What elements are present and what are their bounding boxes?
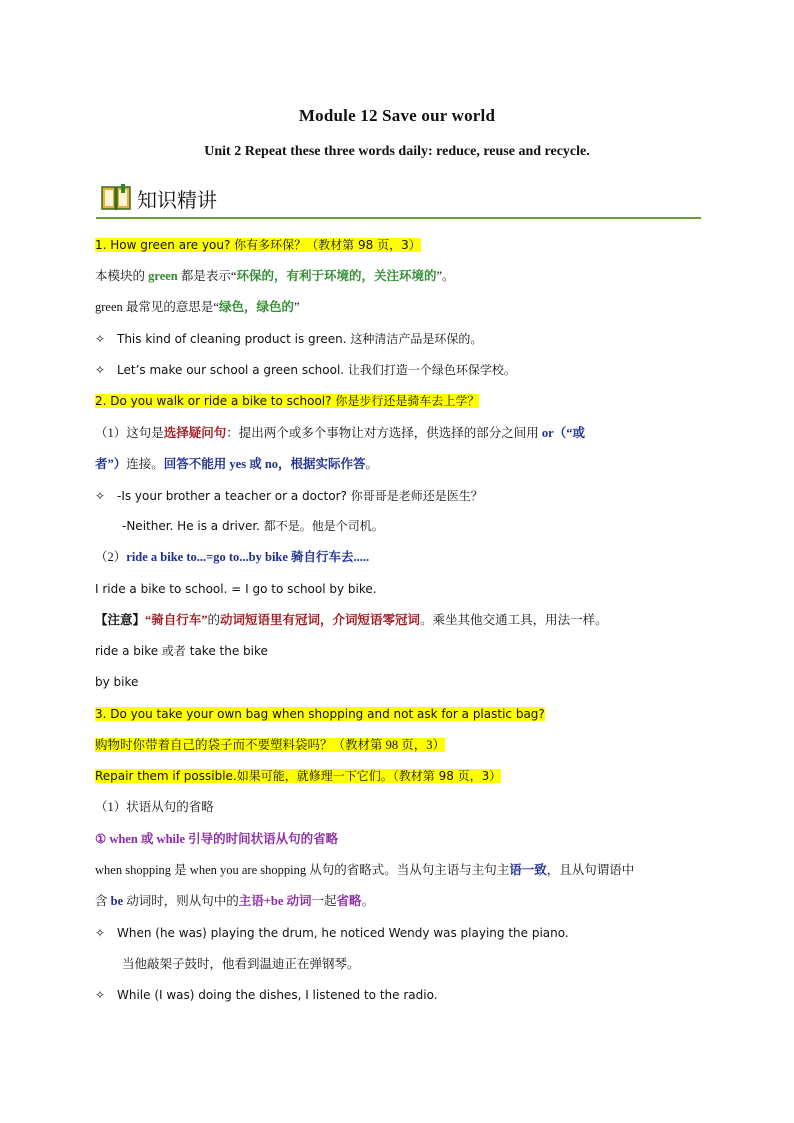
diamond-bullet-icon: ✧: [95, 363, 106, 377]
point-3-repair: Repair them if possible.如果可能，就修理一下它们。（教材第 98 页，3）: [95, 769, 502, 783]
paragraph-omission: when shopping 是 when you are shopping 从句的省略式。当从句主语与主句主语一致，且从句谓语中: [95, 863, 635, 877]
example-item: ✧ When (he was) playing the drum, he noticed Wendy was playing the piano.: [95, 923, 569, 943]
section-divider: [96, 217, 701, 219]
point-3-heading: 3. Do you take your own bag when shopping and not ask for a plastic bag?: [95, 707, 545, 721]
diamond-bullet-icon: ✧: [95, 332, 106, 346]
example-sentence: by bike: [95, 675, 139, 689]
example-sentence: I ride a bike to school. = I go to school by bike.: [95, 582, 377, 596]
subheading-omission: （1）状语从句的省略: [95, 800, 214, 814]
subheading-when-while: ① when 或 while 引导的时间状语从句的省略: [95, 832, 339, 846]
paragraph-choice-question-cont: 者”）连接。回答不能用 yes 或 no，根据实际作答。: [95, 457, 379, 471]
example-item-answer: -Neither. He is a driver. 都不是。他是个司机。: [122, 519, 384, 533]
paragraph-omission-cont: 含 be 动词时，则从句中的主语+be 动词一起省略。: [95, 894, 375, 908]
paragraph-green-meaning: 本模块的 green 都是表示“环保的，有利于环境的，关注环境的”。: [95, 269, 455, 283]
section-label: 知识精讲: [137, 187, 217, 212]
paragraph-green-common: green 最常见的意思是“绿色，绿色的”: [95, 300, 300, 314]
page-subtitle: Unit 2 Repeat these three words daily: reduce, reuse and recycle.: [204, 144, 590, 159]
example-item: ✧ -Is your brother a teacher or a doctor? 你哥哥是老师还是医生？: [95, 486, 483, 506]
diamond-bullet-icon: ✧: [95, 926, 106, 940]
example-item: ✧ Let’s make our school a green school. 让我们打造一个绿色环保学校。: [95, 360, 516, 380]
paragraph-ride-bike: （2）ride a bike to...=go to...by bike 骑自行车去.....: [95, 550, 370, 564]
diamond-bullet-icon: ✧: [95, 489, 106, 503]
diamond-bullet-icon: ✧: [95, 988, 106, 1002]
point-3-translation: 购物时你带着自己的袋子而不要塑料袋吗？（教材第 98 页，3）: [95, 738, 446, 752]
example-item: ✧ This kind of cleaning product is green. 这种清洁产品是环保的。: [95, 329, 482, 349]
point-1-heading: 1. How green are you? 你有多环保？（教材第 98 页，3）: [95, 238, 421, 252]
note-paragraph: 【注意】“骑自行车”的动词短语里有冠词，介词短语零冠词。乘坐其他交通工具，用法一样。: [95, 613, 608, 627]
page-title: Module 12 Save our world: [298, 106, 496, 125]
example-item-translation: 当他敲架子鼓时，他看到温迪正在弹钢琴。: [122, 957, 360, 971]
example-sentence: ride a bike 或者 take the bike: [95, 644, 268, 658]
section-header: [101, 182, 217, 214]
point-2-heading: 2. Do you walk or ride a bike to school? 你是步行还是骑车去上学？: [95, 394, 480, 408]
book-icon: [101, 184, 131, 212]
paragraph-choice-question: （1）这句是选择疑问句：提出两个或多个事物让对方选择，供选择的部分之间用 or（“或: [95, 426, 585, 440]
example-item: ✧ While (I was) doing the dishes, I listened to the radio.: [95, 985, 438, 1005]
